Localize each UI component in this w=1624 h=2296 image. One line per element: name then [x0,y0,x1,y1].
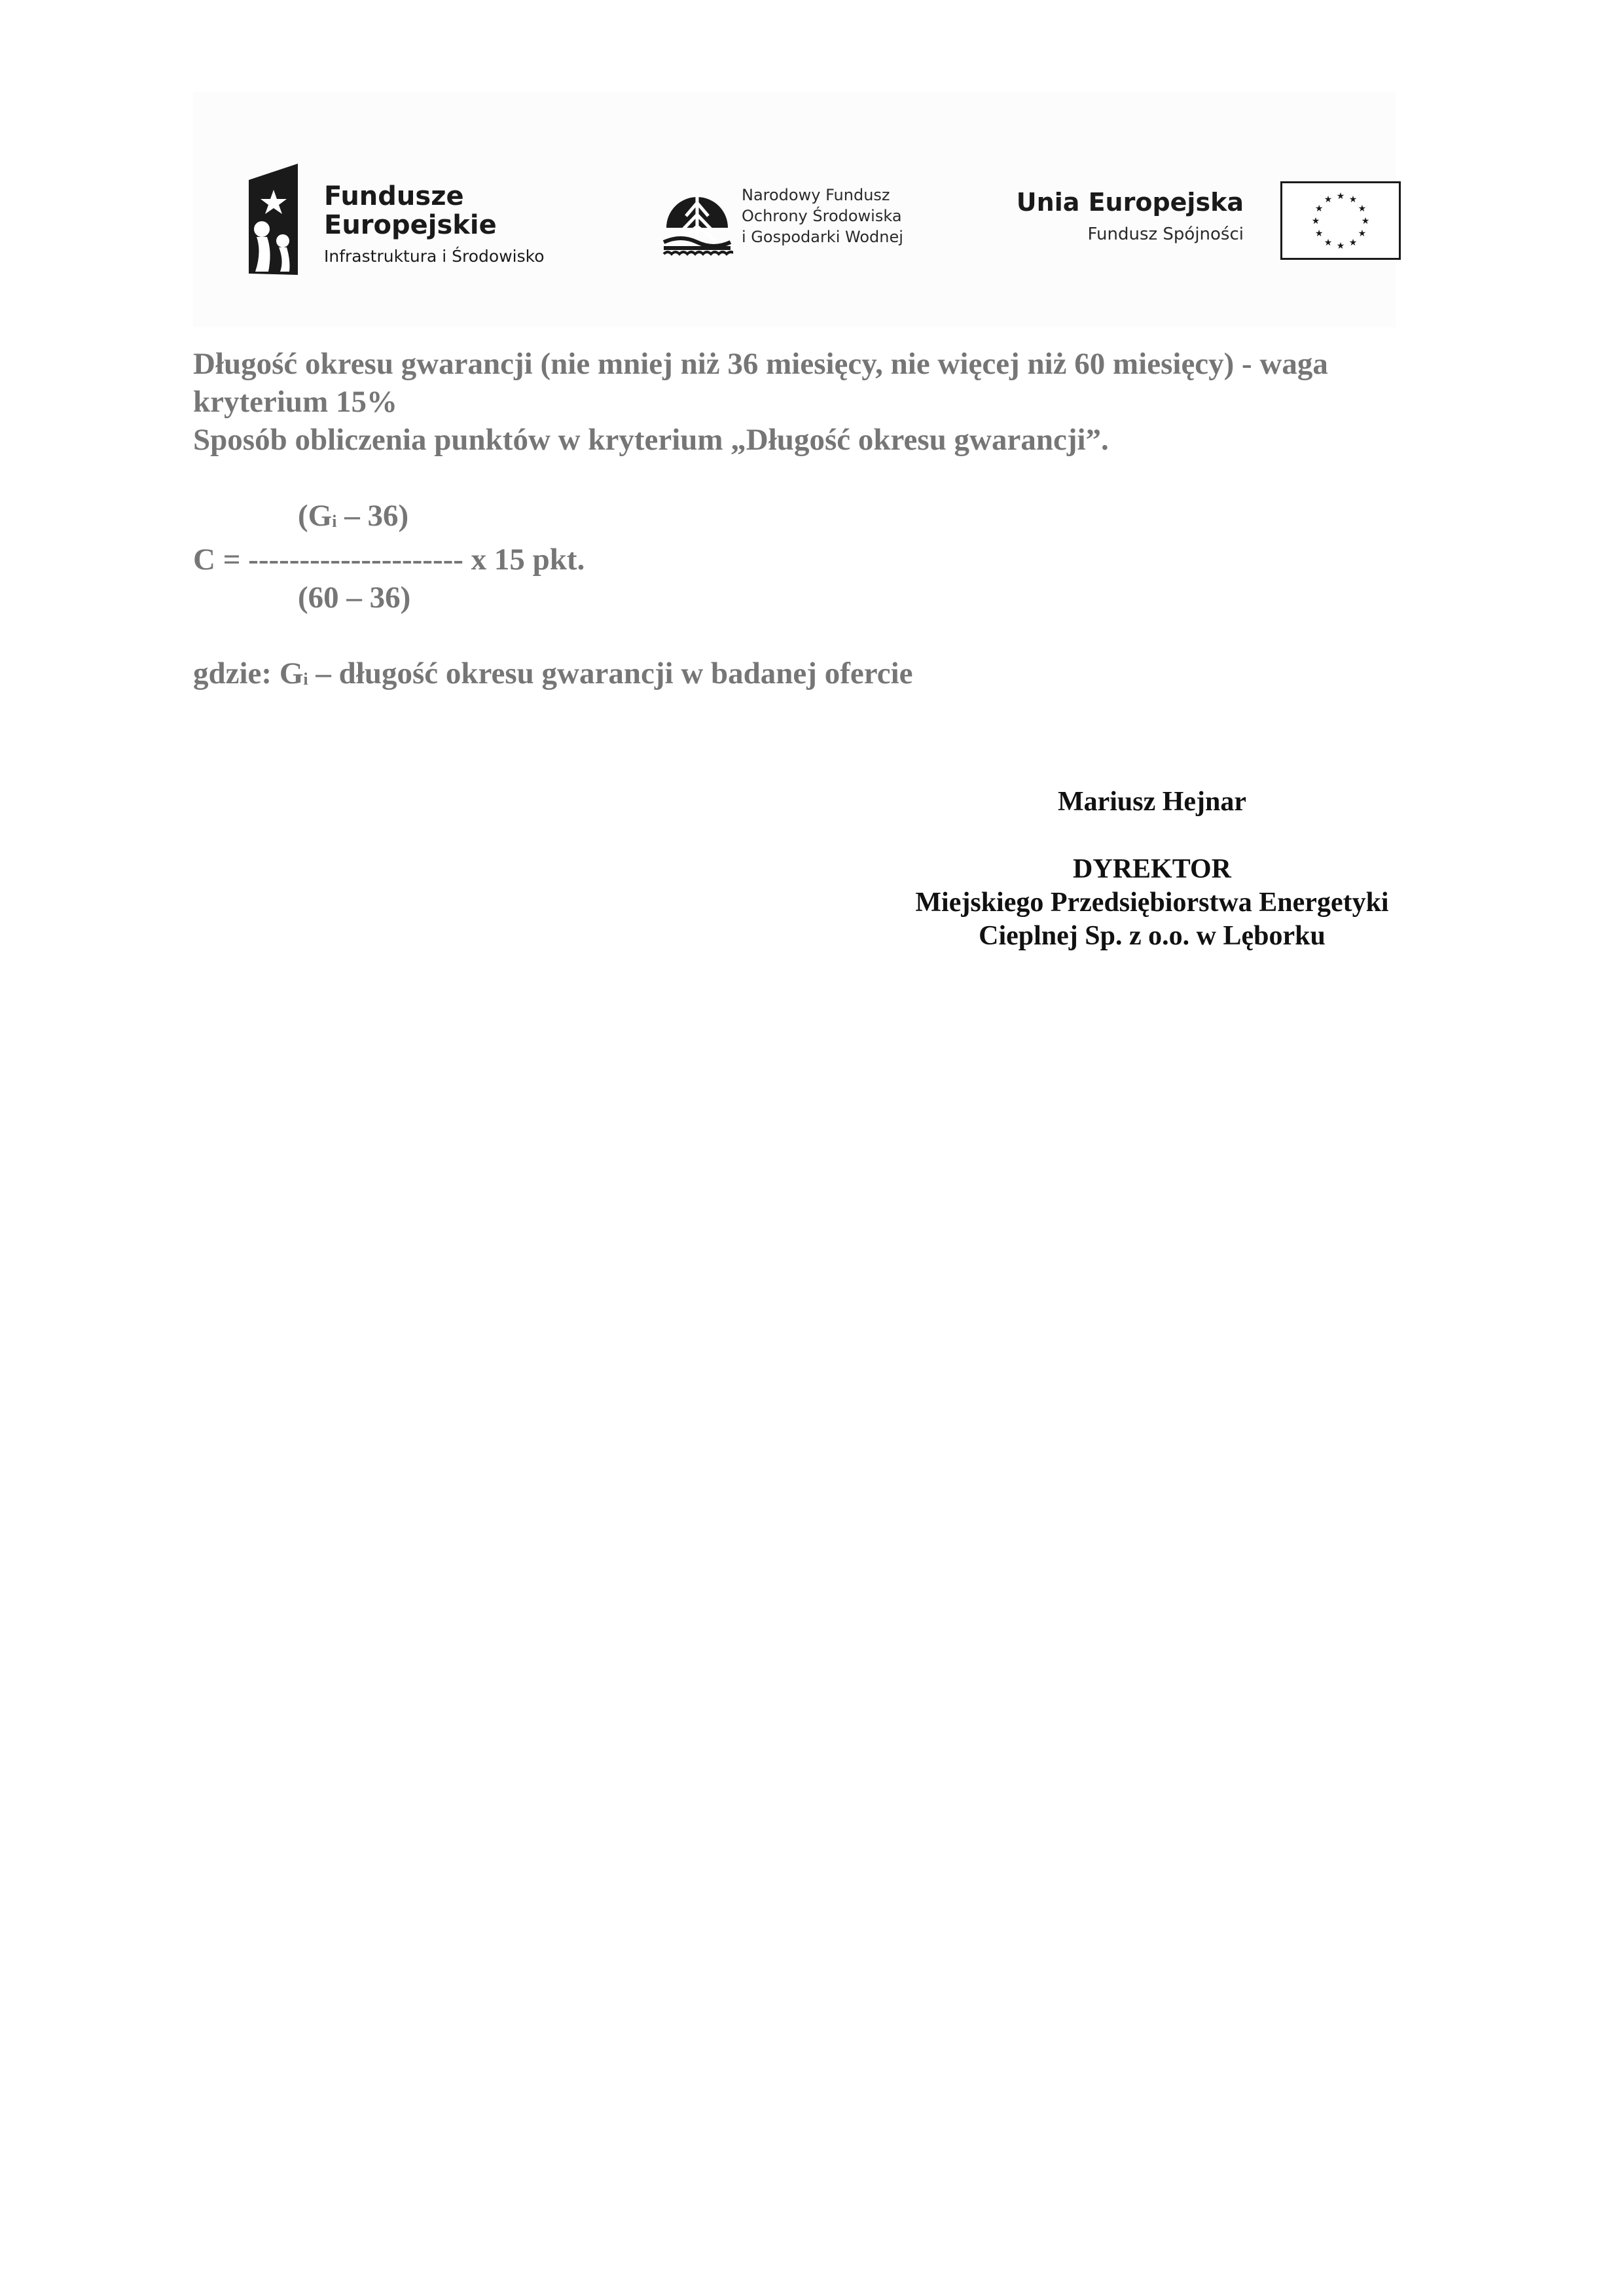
signatory-org-line-1: Miejskiego Przedsiębiorstwa Energetyki [915,888,1389,918]
method-line: Sposób obliczenia punktów w kryterium „Długość okresu gwarancji”. [193,423,1109,457]
eu-star-icon: ★ [1314,204,1324,214]
unia-europejska-logo [982,180,1401,272]
nfosigw-logo [661,177,936,275]
signatory-name: Mariusz Hejnar [1057,787,1247,817]
eu-star-icon: ★ [1358,204,1367,214]
ue-logo-subtitle: Fundusz Spójności [1087,224,1244,244]
heading-line-1: Długość okresu gwarancji (nie mniej niż 36 miesięcy, nie więcej niż 60 miesięcy) - waga [193,347,1328,381]
fe-logo-line3: Infrastruktura i Środowisko [324,247,545,266]
eu-star-icon: ★ [1311,217,1320,226]
eu-star-icon: ★ [1348,195,1358,206]
eu-star-icon: ★ [1348,238,1358,248]
formula-numerator: $(G_i - 36)$ [298,499,409,533]
fundusze-europejskie-logo [242,164,583,278]
nfos-logo-line3: i Gospodarki Wodnej [742,228,903,246]
scoring-formula [193,497,1437,617]
fe-star-logo-icon [242,164,304,275]
nfos-logo-line2: Ochrony Środowiska [742,207,902,225]
eu-star-icon: ★ [1358,229,1367,239]
eu-star-icon: ★ [1361,217,1370,226]
document-body [193,345,1437,698]
nfos-logo-line1: Narodowy Fundusz [742,186,890,204]
eu-flag-icon [1280,181,1401,260]
eu-star-icon: ★ [1336,192,1345,202]
signature-block [851,785,1453,953]
formula-main-line: C = --------------------- x 15 pkt. [193,543,585,577]
fe-logo-line1: Fundusze [324,181,464,211]
eu-star-icon: ★ [1336,242,1345,251]
eu-star-icon: ★ [1324,195,1333,206]
signatory-org-line-2: Cieplnej Sp. z o.o. w Lęborku [979,921,1326,951]
signatory-role: DYREKTOR [1073,854,1231,884]
nfos-tree-logo-icon [661,177,733,262]
eu-star-icon: ★ [1324,238,1333,248]
eu-star-icon: ★ [1314,229,1324,239]
heading-line-2: kryterium 15% [193,385,397,419]
fe-logo-line2: Europejskie [324,210,497,240]
formula-legend: gdzie: $G_i$ – długość okresu gwarancji w badanej ofercie [193,656,913,691]
ue-logo-title: Unia Europejska [1016,188,1244,217]
formula-denominator: (60 – 36) [298,581,411,615]
